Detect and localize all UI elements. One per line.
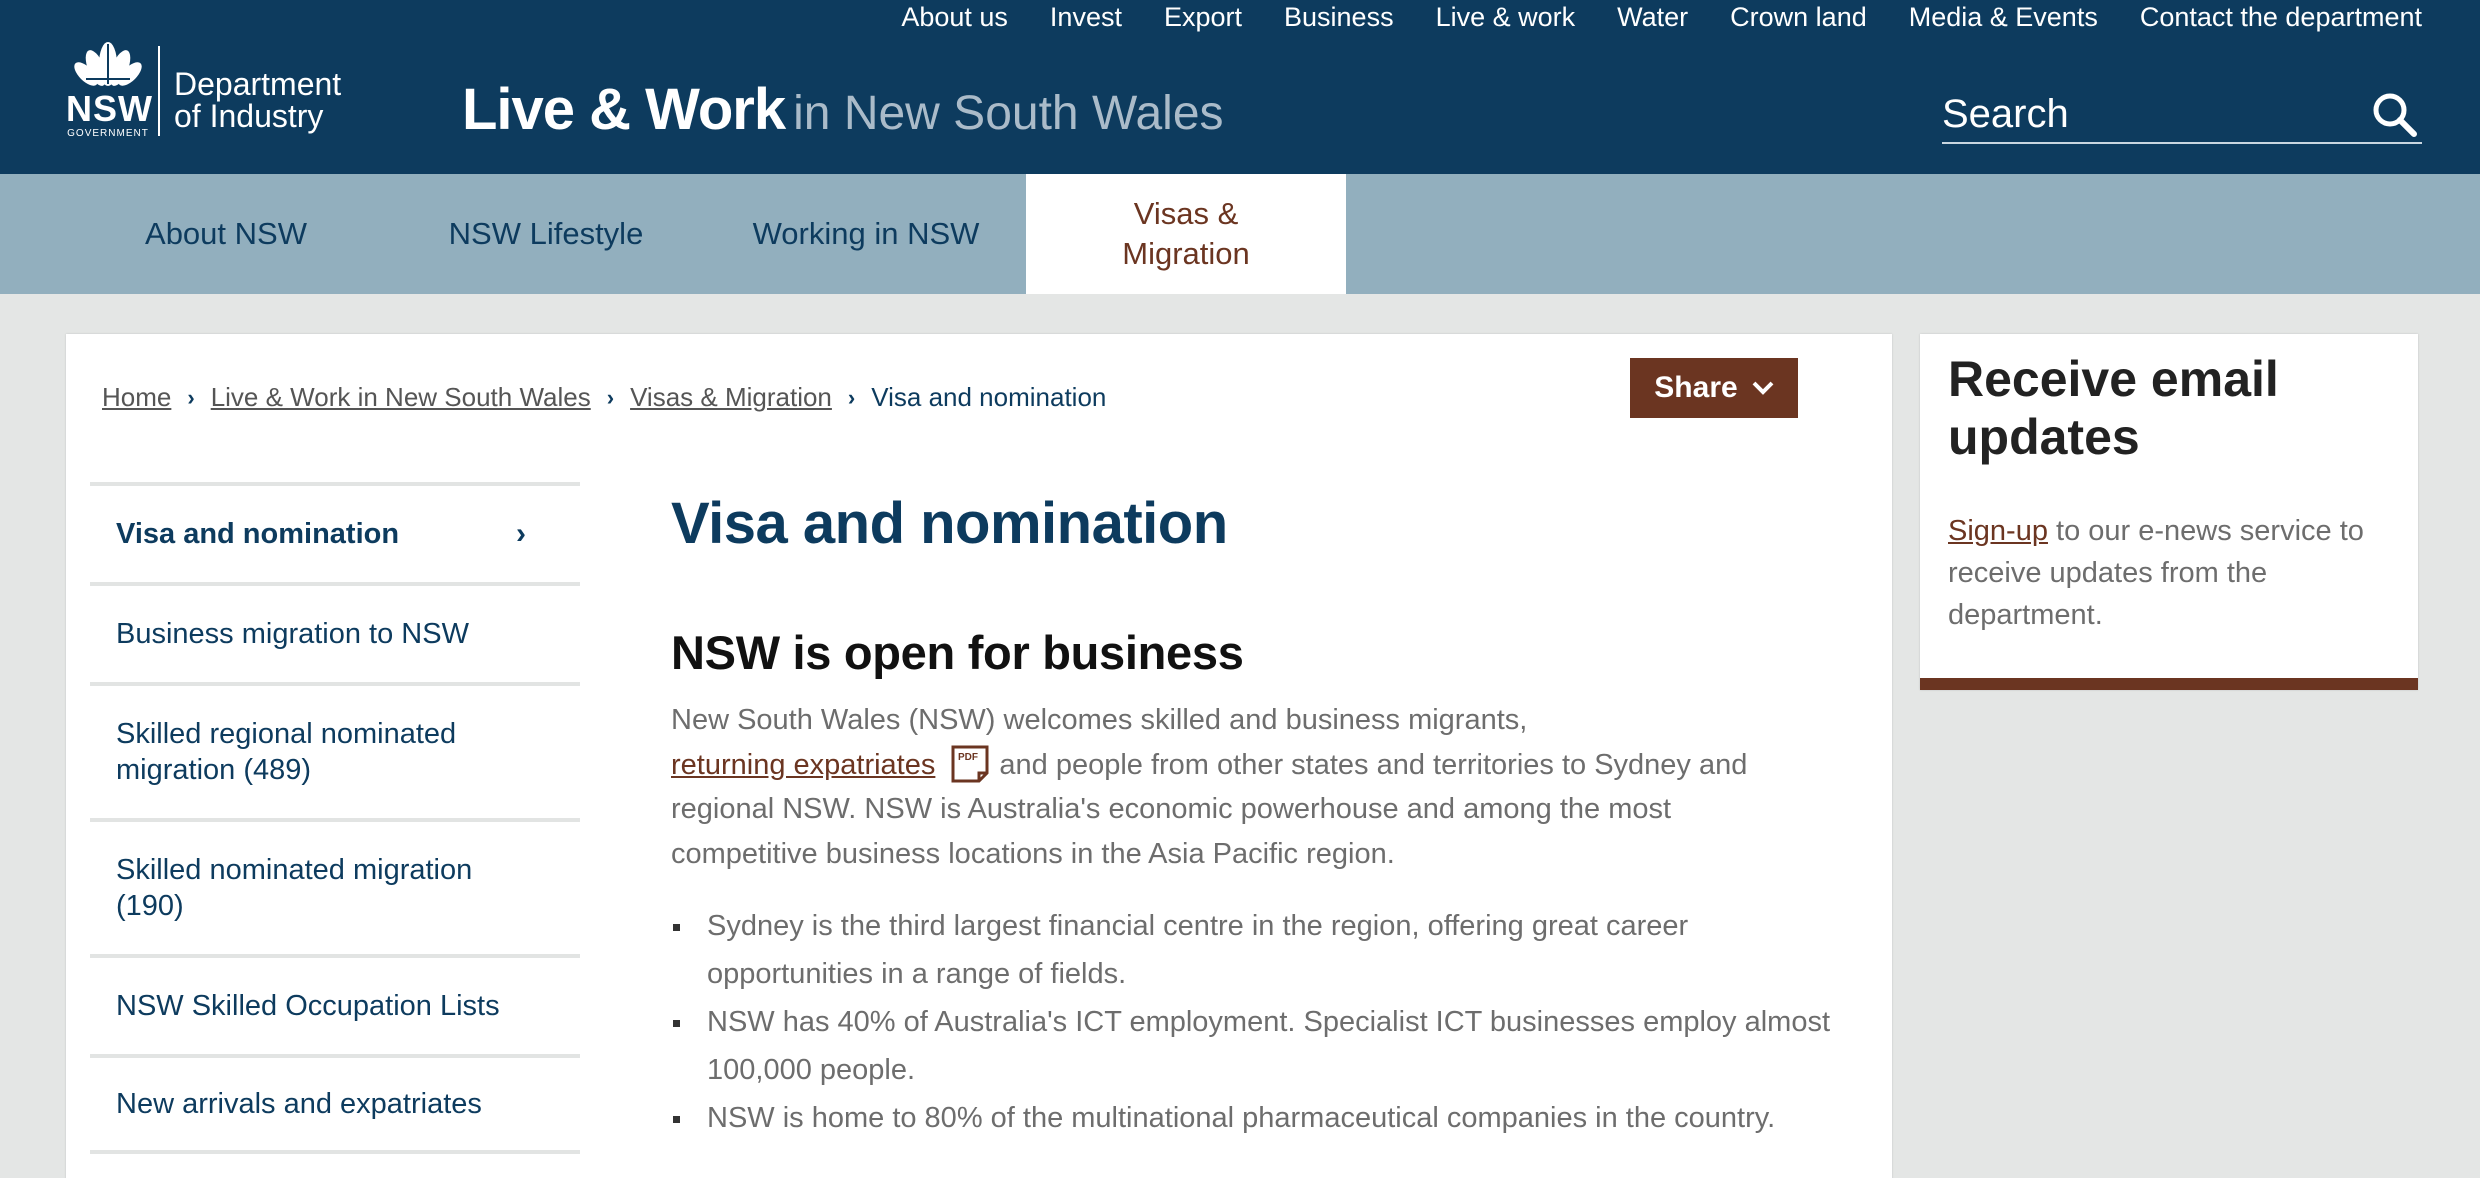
side-navigation xyxy=(90,482,580,1154)
search-icon[interactable] xyxy=(2370,90,2418,138)
nsw-wordmark: NSW xyxy=(66,88,153,129)
search-input[interactable] xyxy=(1942,86,2342,142)
tab-label: About NSW xyxy=(145,216,307,251)
sidenav-item-label: Skilled regional nominated migration (489) xyxy=(116,718,457,786)
dept-line-1: Department xyxy=(174,66,342,102)
top-navigation xyxy=(901,0,2422,34)
breadcrumb-home[interactable]: Home xyxy=(102,382,172,412)
email-updates-text xyxy=(1948,510,2388,636)
share-button[interactable] xyxy=(1630,358,1798,418)
article-content xyxy=(671,482,1871,1142)
site-title-main: Live & Work xyxy=(462,77,786,142)
sidenav-item-business-migration[interactable] xyxy=(90,582,580,682)
para-text-2: and people from other states and territories to Sydney and regional NSW. NSW is Australia's economic powerhouse and among the most competitive business locations in the Asia Pacific region. xyxy=(671,748,1748,870)
topnav-invest[interactable]: Invest xyxy=(1049,2,1122,32)
chevron-right-icon: › xyxy=(847,384,856,410)
chevron-right-icon: › xyxy=(187,384,195,410)
tab-nsw-lifestyle[interactable] xyxy=(386,174,706,294)
sidenav-item-label: New arrivals and expatriates xyxy=(116,1088,482,1120)
dept-line-2: of Industry xyxy=(174,98,324,134)
logo-divider xyxy=(158,46,160,136)
share-label: Share xyxy=(1654,371,1738,404)
topnav-crown-land[interactable]: Crown land xyxy=(1730,2,1867,32)
nsw-department-logo[interactable] xyxy=(66,38,342,139)
sidenav-item-visa-nomination[interactable] xyxy=(90,482,580,582)
tab-visas-migration[interactable] xyxy=(1026,174,1346,294)
breadcrumb-live-work[interactable]: Live & Work in New South Wales xyxy=(210,382,591,412)
breadcrumb-visas-migration[interactable]: Visas & Migration xyxy=(630,382,832,412)
tab-label: Visas & Migration xyxy=(1122,196,1250,271)
page-title: Visa and nomination xyxy=(671,491,1228,556)
bullet-list xyxy=(671,902,1871,1142)
sign-up-link[interactable]: Sign-up xyxy=(1948,515,2048,547)
section-navigation xyxy=(0,174,2480,294)
sidenav-item-label: Business migration to NSW xyxy=(116,618,469,650)
breadcrumb xyxy=(102,382,1106,413)
site-header xyxy=(0,0,2480,174)
email-updates-body: to our e-news service to receive updates from the department. xyxy=(1948,515,2364,631)
site-title[interactable] xyxy=(462,76,1224,143)
chevron-right-icon: › xyxy=(606,384,615,410)
breadcrumb-current: Visa and nomination xyxy=(871,382,1107,412)
chevron-right-icon: › xyxy=(516,517,526,550)
pdf-icon xyxy=(951,745,989,783)
tab-working-in-nsw[interactable] xyxy=(706,174,1026,294)
department-name xyxy=(174,68,341,132)
topnav-about-us[interactable]: About us xyxy=(901,2,1008,32)
chevron-down-icon xyxy=(1752,381,1774,395)
topnav-business[interactable]: Business xyxy=(1284,2,1394,32)
sidenav-item-new-arrivals[interactable] xyxy=(90,1054,580,1154)
tab-label: Working in NSW xyxy=(752,216,980,251)
sidenav-item-label: Visa and nomination xyxy=(116,518,400,550)
list-item: NSW is home to 80% of the multinational pharmaceutical companies in the country. xyxy=(671,1094,1831,1142)
returning-expatriates-link[interactable]: returning expatriates xyxy=(671,748,936,781)
tab-about-nsw[interactable] xyxy=(66,174,386,294)
email-updates-card xyxy=(1920,334,2418,690)
sidenav-item-label: NSW Skilled Occupation Lists xyxy=(116,990,500,1022)
email-updates-title: Receive email updates xyxy=(1948,351,2279,465)
list-item: NSW has 40% of Australia's ICT employment. Specialist ICT businesses employ almost 100,000 people. xyxy=(671,998,1831,1094)
main-content-card xyxy=(66,334,1892,1178)
topnav-export[interactable]: Export xyxy=(1163,2,1243,32)
sidenav-item-skilled-regional-489[interactable] xyxy=(90,682,580,818)
site-title-sub: in New South Wales xyxy=(793,87,1224,140)
sidenav-item-skilled-occupation-lists[interactable] xyxy=(90,954,580,1054)
sidenav-item-skilled-nominated-190[interactable] xyxy=(90,818,580,954)
para-text-1: New South Wales (NSW) welcomes skilled and business migrants, xyxy=(671,704,1528,736)
tab-label: NSW Lifestyle xyxy=(448,216,644,251)
waratah-logo-icon xyxy=(66,38,150,90)
list-item: Sydney is the third largest financial centre in the region, offering great career opportunities in a range of fields. xyxy=(671,902,1831,998)
topnav-live-work[interactable]: Live & work xyxy=(1435,2,1576,32)
intro-paragraph xyxy=(671,698,1801,876)
topnav-media-events[interactable]: Media & Events xyxy=(1908,2,2098,32)
topnav-water[interactable]: Water xyxy=(1617,2,1689,32)
section-heading: NSW is open for business xyxy=(671,626,1244,679)
search-box xyxy=(1942,86,2422,144)
pdf-label: PDF xyxy=(958,751,979,763)
sidenav-item-label: Skilled nominated migration (190) xyxy=(116,854,473,922)
topnav-contact[interactable]: Contact the department xyxy=(2139,2,2422,32)
government-label: GOVERNMENT xyxy=(67,128,149,139)
